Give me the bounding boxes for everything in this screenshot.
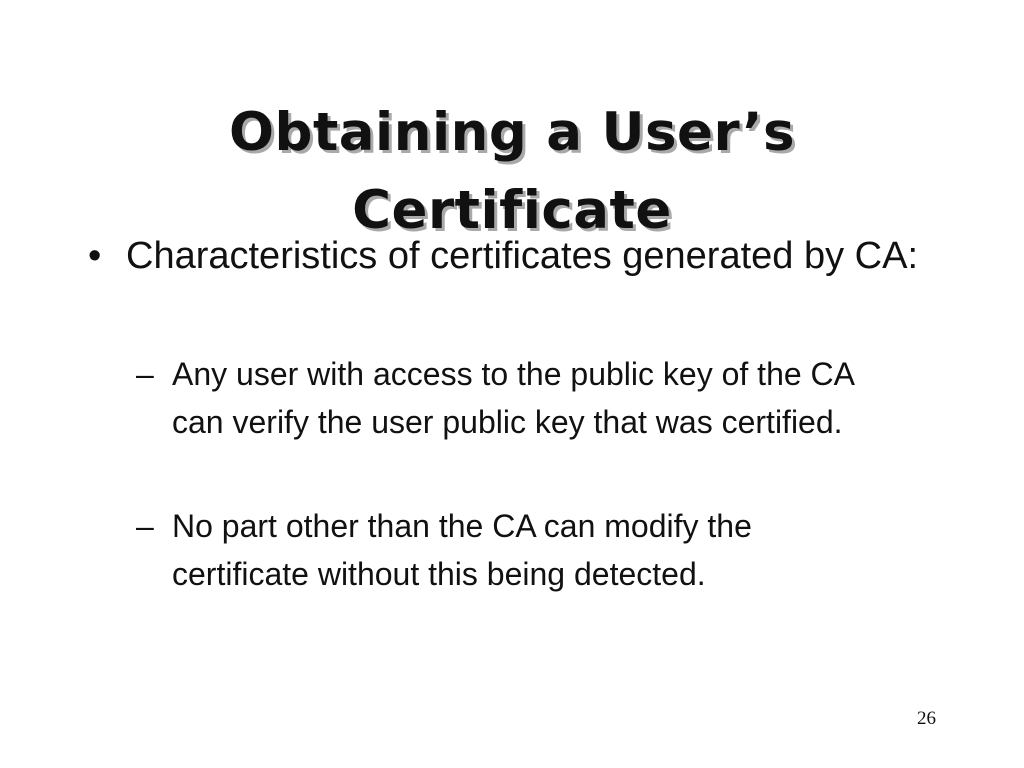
slide-title-line-1: Obtaining a User’s [228,101,796,163]
subbullet-certificate-integrity [136,502,896,598]
slide-title [150,94,874,250]
subbullet-text: Any user with access to the public key of the CA can verify the user public key that was certified. [172,356,854,440]
slide-title-line-2: Certificate [352,179,672,241]
subbullet-marker: – [136,356,154,392]
main-bullet [88,230,938,282]
page-number: 26 [917,708,936,729]
bullet-marker: • [88,235,102,277]
main-bullet-text: Characteristics of certificates generated by CA: [126,235,919,277]
subbullet-marker: – [136,508,154,544]
subbullet-public-key-verification [136,350,896,446]
subbullet-text: No part other than the CA can modify the certificate without this being detected. [172,508,752,592]
